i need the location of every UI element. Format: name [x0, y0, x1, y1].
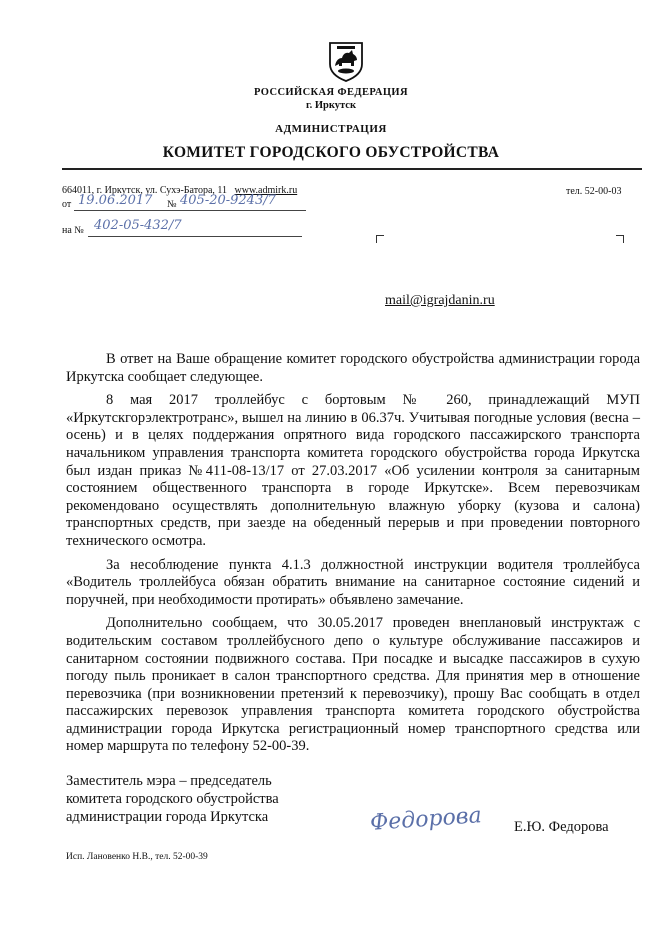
- recipient-bracket-right: [616, 235, 624, 243]
- paragraph-3: За несоблюдение пункта 4.1.3 должностной инструкции водителя троллейбуса «Водитель троллейбуса обязан обратить внимание на санитарное состояние сидений и поручней, при необходимости протирать» объявлено замечание.: [66, 556, 640, 608]
- signatory-name: Е.Ю. Федорова: [514, 819, 609, 835]
- reply-underline: [88, 236, 302, 237]
- paragraph-1: В ответ на Ваше обращение комитет городского обустройства администрации города Иркутска сообщает следующее.: [66, 351, 640, 385]
- reply-label: на №: [62, 225, 84, 236]
- country-name: РОССИЙСКАЯ ФЕДЕРАЦИЯ: [254, 87, 408, 98]
- from-date: 19.06.2017: [78, 193, 153, 208]
- recipient-bracket-left: [376, 235, 384, 243]
- website-link[interactable]: www.admirk.ru: [234, 185, 298, 196]
- signatory-title-line-2: комитета городского обустройства: [66, 791, 279, 807]
- signatory-title: [66, 772, 279, 826]
- reply-number: 402-05-432/7: [94, 218, 182, 233]
- committee-title: КОМИТЕТ ГОРОДСКОГО ОБУСТРОЙСТВА: [162, 144, 500, 161]
- from-label: от: [62, 199, 72, 210]
- address-text: 664011, г. Иркутск, ул. Сухэ-Батора, 11: [62, 185, 228, 196]
- executor-info: Исп. Лановенко Н.В., тел. 52-00-39: [66, 852, 208, 862]
- header-divider: [62, 168, 642, 170]
- number-sign: №: [167, 199, 177, 210]
- date-number-underline: [74, 210, 306, 211]
- paragraph-4: Дополнительно сообщаем, что 30.05.2017 проведен внеплановый инструктаж с водительским составом троллейбусного депо о культуре обслуживание пассажиров и санитарном состоянии подвижного состава. При посадке и высадке пассажиров в сухую погоду пыль проникает в салон транспортного средства. Для принятия мер в отношение перевозчика (при возникновении претензий к перевозчику), прошу Вас сообщать в отдел пассажирских перевозок управления транспорта комитета городского обустройства администрации города Иркутска регистрационный номер транспортного средства или номер маршрута по телефону 52-00-39.: [66, 615, 640, 755]
- phone-number: тел. 52-00-03: [566, 186, 622, 197]
- paragraph-2: 8 мая 2017 троллейбус с бортовым № 260, принадлежащий МУП «Иркутскгорэлектротранс», вышел на линию в 06.37ч. Учитывая погодные условия (весна – осень) и в целях поддержания опрятного вида городского пассажирского транспорта начальником управления транспорта комитета городского обустройства города Иркутска был издан приказ №411-08-13/17 от 27.03.2017 «Об усилении контроля за санитарным состоянием общественного транспорта в городе Иркутске». Всем перевозчикам рекомендовано осуществлять дополнительную влажную уборку (кузова и салона) транспортных средств, при заезде на обеденный перерыв и при проведении повторного технического осмотра.: [66, 392, 640, 549]
- administration-title: АДМИНИСТРАЦИЯ: [275, 123, 387, 135]
- signatory-title-line-3: администрации города Иркутска: [66, 809, 269, 825]
- outgoing-number: 405-20-9243/7: [180, 193, 276, 208]
- letter-body: [66, 351, 640, 762]
- signatory-title-line-1: Заместитель мэра – председатель: [66, 773, 272, 789]
- handwritten-signature: Федорова: [369, 803, 483, 836]
- recipient-email[interactable]: mail@igrajdanin.ru: [385, 293, 495, 308]
- coat-of-arms-icon: [327, 40, 365, 82]
- city-name: г. Иркутск: [306, 100, 356, 111]
